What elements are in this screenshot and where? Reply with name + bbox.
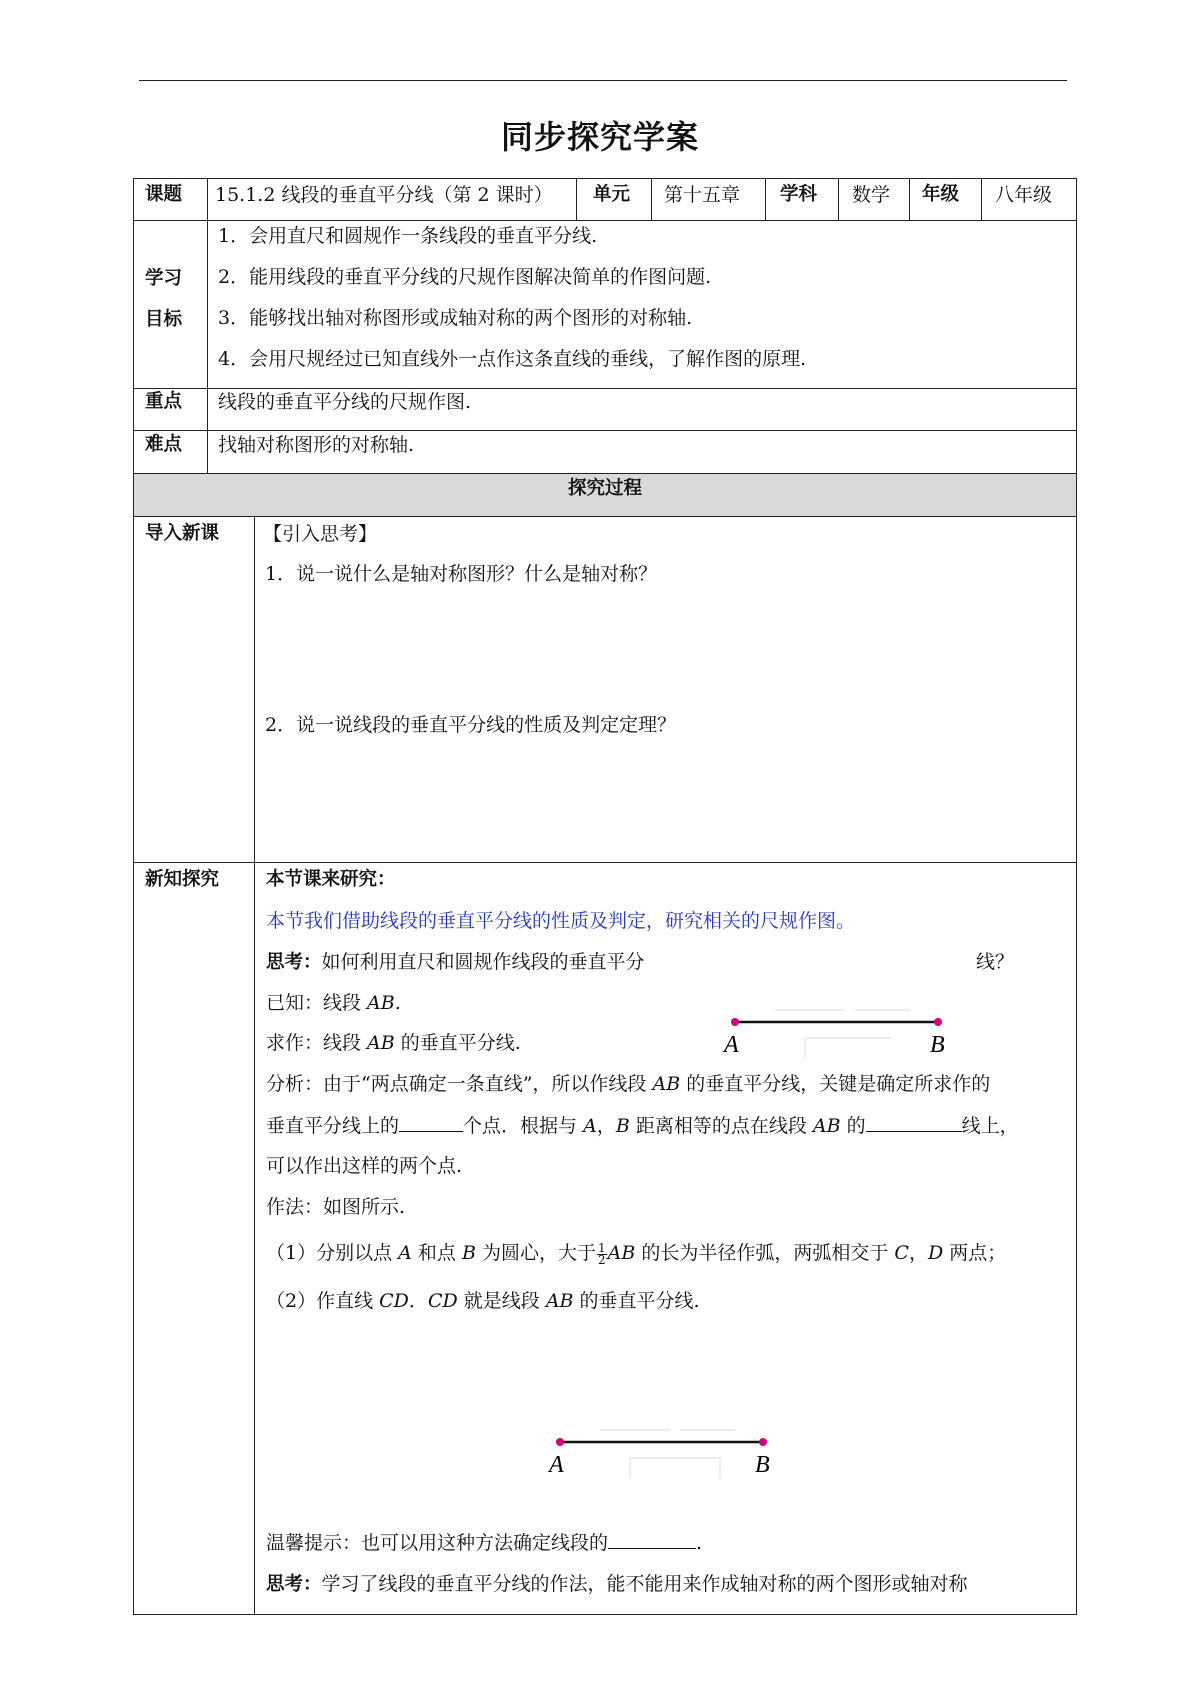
topic-value: 15.1.2 线段的垂直平分线（第 2 课时） xyxy=(215,184,553,206)
point-b-marker xyxy=(934,1018,942,1026)
row-divider xyxy=(134,430,1076,431)
line-cd-ref: CD xyxy=(427,1290,458,1312)
fraction-numerator: 1 xyxy=(597,1240,606,1255)
text-span: 的长为半径作弧，两弧相交于 xyxy=(635,1242,895,1264)
process-header: 探究过程 xyxy=(567,478,642,499)
point-b-label: B xyxy=(930,1032,945,1058)
difficulty-text: 找轴对称图形的对称轴. xyxy=(218,434,415,456)
intro-question: 2．说一说线段的垂直平分线的性质及判定定理？ xyxy=(265,714,677,736)
col-divider xyxy=(651,179,652,220)
think-tail: 线？ xyxy=(976,951,1015,973)
unit-value: 第十五章 xyxy=(664,184,741,206)
segment-ab: AB xyxy=(607,1242,636,1264)
segment-ab: AB xyxy=(812,1115,841,1137)
text-span: 温馨提示：也可以用这种方法确定线段的 xyxy=(266,1532,609,1554)
analysis-line-3: 可以作出这样的两个点. xyxy=(266,1155,463,1177)
col-divider xyxy=(838,179,839,220)
point-a-marker xyxy=(556,1438,564,1446)
think2-line xyxy=(266,1572,968,1597)
known-suffix: . xyxy=(394,992,401,1014)
difficulty-label: 难点 xyxy=(145,434,183,455)
method-label: 作法：如图所示. xyxy=(266,1196,406,1218)
segment-ab-figure xyxy=(720,1000,960,1060)
fill-blank[interactable] xyxy=(399,1113,463,1132)
subject-label: 学科 xyxy=(780,184,818,205)
point-b-ref: B xyxy=(615,1115,630,1137)
col-divider xyxy=(254,517,255,1614)
row-divider xyxy=(134,388,1076,389)
row-divider xyxy=(134,862,1076,863)
text-span: 两点； xyxy=(943,1242,1007,1264)
text-span: 分析：由于“两点确定一条直线”，所以作线段 xyxy=(266,1073,653,1095)
col-divider xyxy=(207,179,208,473)
step-2 xyxy=(266,1289,700,1313)
point-d-ref: D xyxy=(927,1242,944,1264)
subject-value: 数学 xyxy=(852,184,891,206)
text-span: ， xyxy=(908,1242,928,1264)
objectives-label-line2: 目标 xyxy=(145,309,183,330)
row-divider xyxy=(134,473,1076,474)
think-label: 思考： xyxy=(266,952,322,973)
grade-label: 年级 xyxy=(922,184,960,205)
known-prefix: 已知：线段 xyxy=(266,992,368,1014)
point-c-ref: C xyxy=(894,1242,909,1264)
text-span: 垂直平分线上的 xyxy=(266,1115,400,1137)
key-point-label: 重点 xyxy=(145,391,183,412)
objective-item: 2．能用线段的垂直平分线的尺规作图解决简单的作图问题. xyxy=(218,266,712,288)
row-divider xyxy=(134,516,1076,517)
think2-text: 学习了线段的垂直平分线的作法，能不能用来作成轴对称的两个图形或轴对称 xyxy=(321,1573,968,1595)
segment-ab: AB xyxy=(367,1032,395,1054)
think2-label: 思考： xyxy=(266,1574,322,1595)
find-line xyxy=(266,1031,521,1055)
unit-label: 单元 xyxy=(593,184,631,205)
text-span: ． xyxy=(408,1290,428,1312)
grade-value: 八年级 xyxy=(995,184,1053,206)
construction-figure xyxy=(545,1420,785,1480)
objective-item: 1．会用直尺和圆规作一条线段的垂直平分线. xyxy=(218,225,598,247)
col-divider xyxy=(981,179,982,220)
point-b-marker xyxy=(759,1438,767,1446)
line-cd-ref: CD xyxy=(379,1290,409,1312)
text-span: （1）分别以点 xyxy=(266,1242,399,1264)
topic-label: 课题 xyxy=(145,184,183,205)
text-span: . xyxy=(696,1532,703,1554)
objective-item: 3．能够找出轴对称图形或成轴对称的两个图形的对称轴. xyxy=(218,307,693,329)
intro-label: 导入新课 xyxy=(145,523,220,544)
text-span: 的垂直平分线，关键是确定所求作的 xyxy=(680,1073,991,1095)
intro-heading: 【引入思考】 xyxy=(263,523,378,545)
point-a-label: A xyxy=(724,1032,739,1058)
point-a-marker xyxy=(731,1018,739,1026)
known-line xyxy=(266,991,401,1015)
segment-ab: AB xyxy=(367,992,395,1014)
think-line xyxy=(266,950,645,975)
col-divider xyxy=(909,179,910,220)
col-divider xyxy=(576,179,577,220)
objectives-label-line1: 学习 xyxy=(145,268,183,289)
col-divider xyxy=(765,179,766,220)
new-knowledge-subheading: 本节课来研究： xyxy=(266,869,396,890)
new-knowledge-label: 新知探究 xyxy=(145,869,220,890)
tip-line xyxy=(266,1530,702,1555)
text-span: 的 xyxy=(840,1115,866,1137)
intro-question: 1．说一说什么是轴对称图形？什么是轴对称？ xyxy=(265,563,658,585)
point-a-ref: A xyxy=(398,1242,412,1264)
text-span: 距离相等的点在线段 xyxy=(629,1115,813,1137)
document-title: 同步探究学案 xyxy=(500,118,699,156)
fill-blank[interactable] xyxy=(866,1113,962,1132)
text-span: 线上， xyxy=(961,1115,1019,1137)
think-text: 如何利用直尺和圆规作线段的垂直平分 xyxy=(321,951,645,973)
find-prefix: 求作：线段 xyxy=(266,1032,368,1054)
segment-ab: AB xyxy=(545,1290,574,1312)
key-point-text: 线段的垂直平分线的尺规作图. xyxy=(218,391,472,413)
point-a-label: A xyxy=(549,1452,564,1478)
fraction-denominator: 2 xyxy=(597,1252,606,1267)
objective-item: 4．会用尺规经过已知直线外一点作这条直线的垂线，了解作图的原理. xyxy=(218,348,807,370)
point-a-ref: A xyxy=(583,1115,597,1137)
point-b-label: B xyxy=(755,1452,770,1478)
text-span: ， xyxy=(596,1115,616,1137)
row-divider xyxy=(134,220,1076,221)
lesson-intro-text: 本节我们借助线段的垂直平分线的性质及判定，研究相关的尺规作图。 xyxy=(266,910,856,932)
segment-ab: AB xyxy=(652,1073,681,1095)
header-rule xyxy=(139,80,1067,81)
text-span: 的垂直平分线. xyxy=(573,1290,700,1312)
fill-blank[interactable] xyxy=(608,1530,696,1549)
text-span: 个点．根据与 xyxy=(463,1115,584,1137)
find-suffix: 的垂直平分线. xyxy=(394,1032,521,1054)
half-fraction xyxy=(597,1240,607,1267)
text-span: 就是线段 xyxy=(457,1290,546,1312)
text-span: 和点 xyxy=(411,1242,462,1264)
text-span: （2）作直线 xyxy=(266,1290,380,1312)
text-span: 为圆心，大于 xyxy=(475,1242,596,1264)
analysis-line-1 xyxy=(266,1072,990,1096)
point-b-ref: B xyxy=(461,1242,476,1264)
analysis-line-2 xyxy=(266,1113,1019,1138)
step-1 xyxy=(266,1241,1006,1266)
